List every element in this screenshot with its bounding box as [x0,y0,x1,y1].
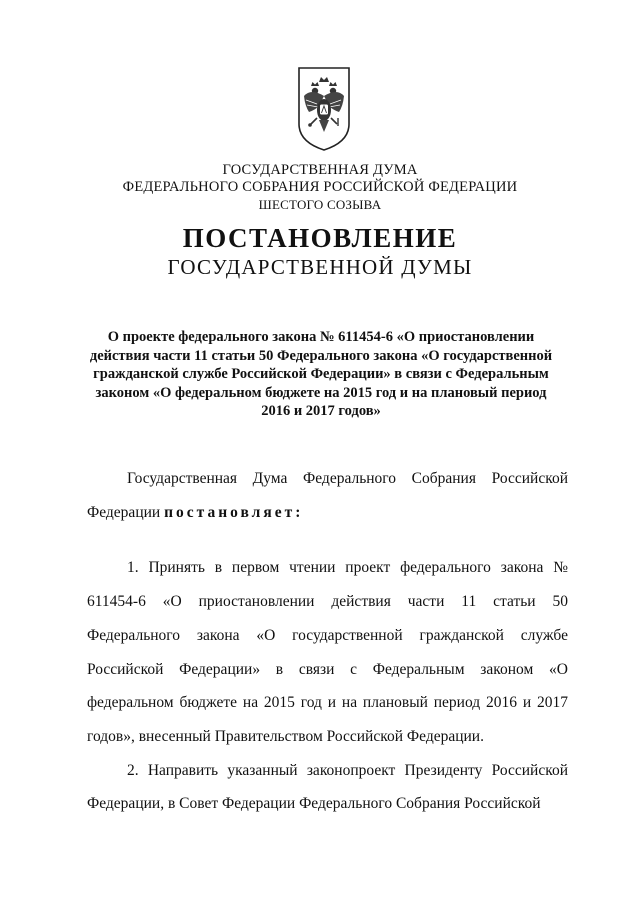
coat-of-arms-icon [297,66,351,152]
document-issuer: ГОСУДАРСТВЕННОЙ ДУМЫ [167,255,473,279]
header-line-convocation: ШЕСТОГО СОЗЫВА [258,197,382,212]
header-line-duma: ГОСУДАРСТВЕННАЯ ДУМА [222,162,418,178]
header-line-assembly: ФЕДЕРАЛЬНОГО СОБРАНИЯ РОССИЙСКОЙ ФЕДЕРАЦИИ [122,179,518,195]
resolution-body [87,462,568,821]
item-2-paragraph: 2. Направить указанный законопроект Президенту Российской Федерации, в Совет Федерации Федерального Собрания Российской [87,761,568,813]
item-1-paragraph: 1. Принять в первом чтении проект федерального закона № 611454-6 «О приостановлении действия части 11 статьи 50 Федерального закона «О государственной гражданской службе Российской Федерации» в связи с Федеральным законом «О федеральном бюджете на 2015 год и на плановый период 2016 и 2017 годов», внесенный Правительством Российской Федерации. [87,559,568,745]
preamble-paragraph [87,462,568,529]
document-type-title: ПОСТАНОВЛЕНИЕ [182,223,458,253]
preamble-text: Государственная Дума Федерального Собрания Российской Федерации [87,470,568,521]
preamble-verb: постановляет: [164,503,304,521]
resolution-subject: О проекте федерального закона № 611454-6 «О приостановлении действия части 11 статьи 50 Федерального закона «О государственной гражданской службе Российской Федерации» в связи с Федеральным законом «О федеральном бюджете на 2015 год и на плановый период 2016 и 2017 годов» [89,329,553,419]
